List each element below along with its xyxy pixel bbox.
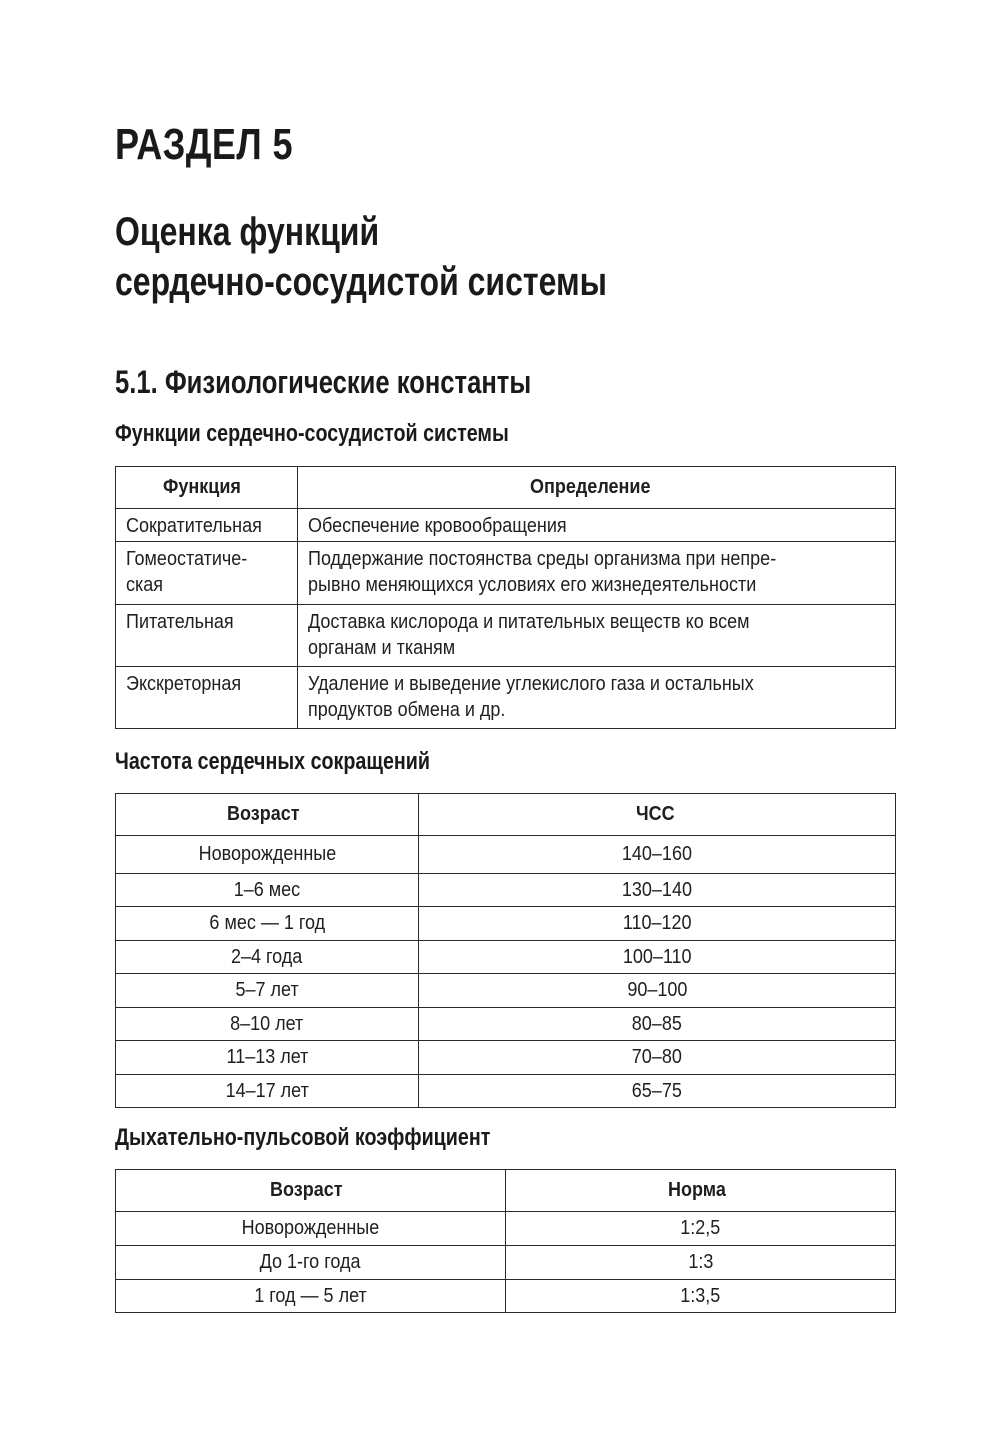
function-cell: Экскреторная — [116, 667, 298, 729]
column-header: Норма — [506, 1170, 896, 1212]
table-row — [116, 1075, 896, 1108]
section-label: РАЗДЕЛ 5 — [115, 120, 294, 169]
table-row — [116, 907, 896, 941]
hr-cell: 140–160 — [419, 836, 896, 874]
column-header: Определение — [298, 467, 896, 509]
table-row — [116, 509, 896, 542]
functions-table — [115, 466, 896, 729]
table-row — [116, 874, 896, 907]
function-cell: Питательная — [116, 605, 298, 667]
hr-cell: 110–120 — [419, 907, 896, 941]
table-header-row — [116, 794, 896, 836]
table-row — [116, 1280, 896, 1313]
hr-cell: 65–75 — [419, 1075, 896, 1108]
definition-cell: Обеспечение кровообращения — [298, 509, 896, 542]
hr-cell: 90–100 — [419, 974, 896, 1008]
table-row — [116, 667, 896, 729]
hr-cell: 130–140 — [419, 874, 896, 907]
heart-rate-table-heading: Частота сердечных сокращений — [115, 748, 430, 775]
table-row — [116, 836, 896, 874]
table-row — [116, 542, 896, 605]
hr-cell: 80–85 — [419, 1008, 896, 1041]
functions-table-heading: Функции сердечно-сосудистой системы — [115, 420, 509, 447]
respiratory-table — [115, 1169, 896, 1313]
function-cell: Гомеостатиче- ская — [116, 542, 298, 605]
definition-cell: Удаление и выведение углекислого газа и остальных продуктов обмена и др. — [298, 667, 896, 729]
definition-cell: Доставка кислорода и питательных веществ ко всем органам и тканям — [298, 605, 896, 667]
section-title — [115, 207, 607, 307]
table-row — [116, 1212, 896, 1246]
age-cell: Новорожденные — [116, 1212, 506, 1246]
age-cell: 14–17 лет — [116, 1075, 419, 1108]
age-cell: 8–10 лет — [116, 1008, 419, 1041]
hr-cell: 70–80 — [419, 1041, 896, 1075]
column-header: Возраст — [116, 794, 419, 836]
norm-cell: 1:3,5 — [506, 1280, 896, 1313]
age-cell: 1–6 мес — [116, 874, 419, 907]
table-row — [116, 974, 896, 1008]
table-row — [116, 605, 896, 667]
age-cell: Новорожденные — [116, 836, 419, 874]
table-header-row — [116, 1170, 896, 1212]
age-cell: 1 год — 5 лет — [116, 1280, 506, 1313]
definition-cell: Поддержание постоянства среды организма при непре- рывно меняющихся условиях его жизнедеятельности — [298, 542, 896, 605]
column-header: Функция — [116, 467, 298, 509]
norm-cell: 1:2,5 — [506, 1212, 896, 1246]
age-cell: До 1-го года — [116, 1246, 506, 1280]
section-title-line: Оценка функций — [115, 210, 380, 254]
heart-rate-table — [115, 793, 896, 1108]
table-header-row — [116, 467, 896, 509]
table-row — [116, 1008, 896, 1041]
subsection-title: 5.1. Физиологические константы — [115, 364, 532, 400]
table-row — [116, 941, 896, 974]
hr-cell: 100–110 — [419, 941, 896, 974]
column-header: ЧСС — [419, 794, 896, 836]
age-cell: 11–13 лет — [116, 1041, 419, 1075]
age-cell: 2–4 года — [116, 941, 419, 974]
table-row — [116, 1041, 896, 1075]
function-cell: Сократительная — [116, 509, 298, 542]
age-cell: 5–7 лет — [116, 974, 419, 1008]
table-row — [116, 1246, 896, 1280]
column-header: Возраст — [116, 1170, 506, 1212]
age-cell: 6 мес — 1 год — [116, 907, 419, 941]
norm-cell: 1:3 — [506, 1246, 896, 1280]
section-title-line: сердечно-сосудистой системы — [115, 260, 607, 304]
respiratory-table-heading: Дыхательно-пульсовой коэффициент — [115, 1124, 491, 1151]
